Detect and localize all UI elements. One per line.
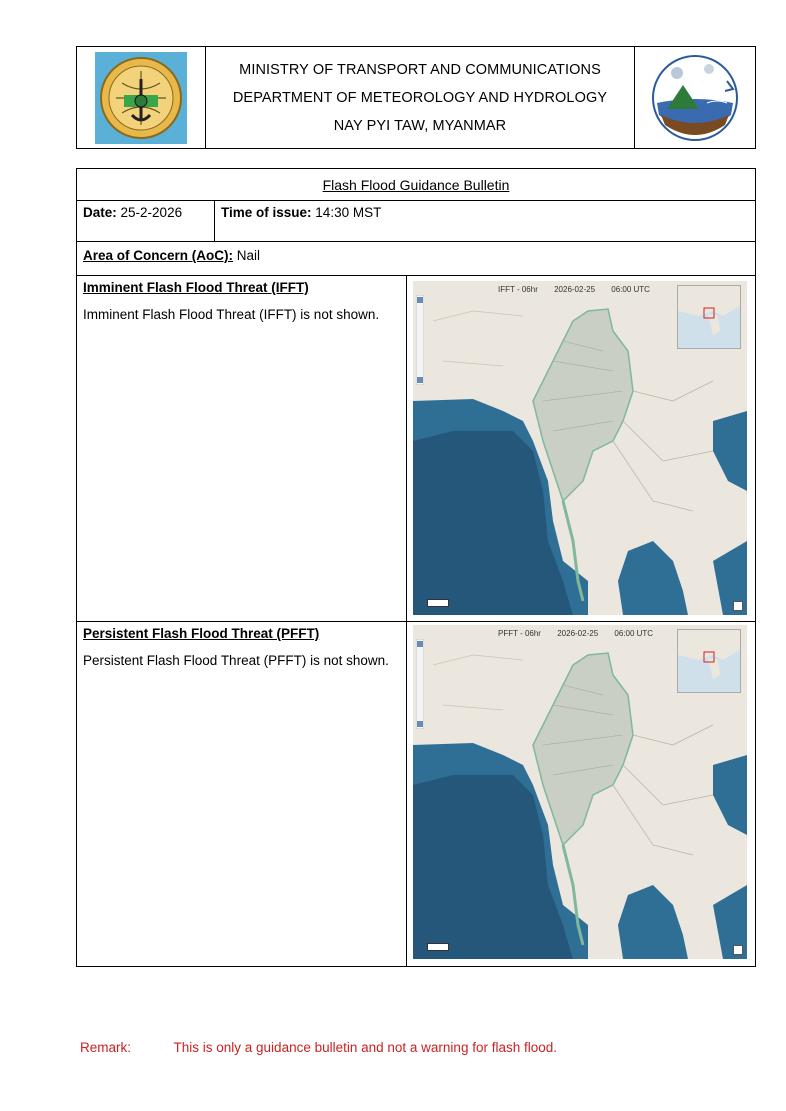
- remark-label: Remark:: [80, 1040, 132, 1055]
- ifft-map-caption: [498, 285, 664, 294]
- ifft-zoom-control[interactable]: [416, 295, 424, 385]
- ifft-heading: Imminent Flash Flood Threat (IFFT): [83, 280, 309, 295]
- ifft-map-date: 2026-02-25: [554, 285, 596, 294]
- pfft-locator-inset: [677, 629, 741, 693]
- bulletin-table: [76, 168, 756, 967]
- bulletin-title-row: [77, 169, 755, 201]
- hydrological-cycle-icon: [647, 51, 743, 145]
- ministry-name: MINISTRY OF TRANSPORT AND COMMUNICATIONS: [239, 61, 601, 78]
- ifft-locator-inset: [677, 285, 741, 349]
- ifft-map: [413, 281, 747, 615]
- time-cell: [215, 201, 755, 241]
- pfft-map-caption: [498, 629, 667, 638]
- pfft-map: [413, 625, 747, 959]
- header-table: [76, 46, 756, 149]
- remark: [80, 1040, 557, 1055]
- location: NAY PYI TAW, MYANMAR: [333, 117, 507, 134]
- ifft-map-time: 06:00 UTC: [611, 285, 650, 294]
- logo-right-cell: [634, 47, 755, 148]
- pfft-text-cell: [77, 622, 407, 966]
- aoc-row: [77, 242, 755, 276]
- bulletin-title: Flash Flood Guidance Bulletin: [322, 176, 510, 193]
- department-name: DEPARTMENT OF METEOROLOGY AND HYDROLOGY: [232, 89, 608, 106]
- date-value: 25-2-2026: [120, 205, 183, 220]
- pfft-heading: Persistent Flash Flood Threat (PFFT): [83, 626, 320, 641]
- ifft-map-product: IFFT - 06hr: [498, 285, 538, 294]
- remark-text: This is only a guidance bulletin and not a warning for flash flood.: [173, 1040, 557, 1055]
- pfft-map-time: 06:00 UTC: [614, 629, 654, 638]
- time-value: 14:30 MST: [315, 205, 382, 220]
- ifft-section: [77, 276, 755, 622]
- aoc-value: Nail: [236, 248, 261, 263]
- ministry-emblem-icon: [94, 51, 188, 145]
- logo-left-cell: [77, 47, 206, 148]
- ifft-scale-bar: [427, 599, 449, 607]
- ifft-info-icon[interactable]: [733, 601, 743, 611]
- pfft-text: Persistent Flash Flood Threat (PFFT) is not shown.: [83, 653, 389, 668]
- date-cell: [77, 201, 215, 241]
- time-label: Time of issue:: [221, 205, 312, 220]
- ifft-text: Imminent Flash Flood Threat (IFFT) is not shown.: [83, 307, 380, 322]
- header-title: [206, 47, 634, 148]
- date-row: [77, 201, 755, 242]
- pfft-info-icon[interactable]: [733, 945, 743, 955]
- aoc-label: Area of Concern (AoC):: [83, 248, 234, 263]
- pfft-section: [77, 622, 755, 966]
- pfft-map-date: 2026-02-25: [557, 629, 599, 638]
- pfft-map-product: PFFT - 06hr: [498, 629, 541, 638]
- ifft-text-cell: [77, 276, 407, 621]
- pfft-scale-bar: [427, 943, 449, 951]
- pfft-zoom-control[interactable]: [416, 639, 424, 729]
- date-label: Date:: [83, 205, 117, 220]
